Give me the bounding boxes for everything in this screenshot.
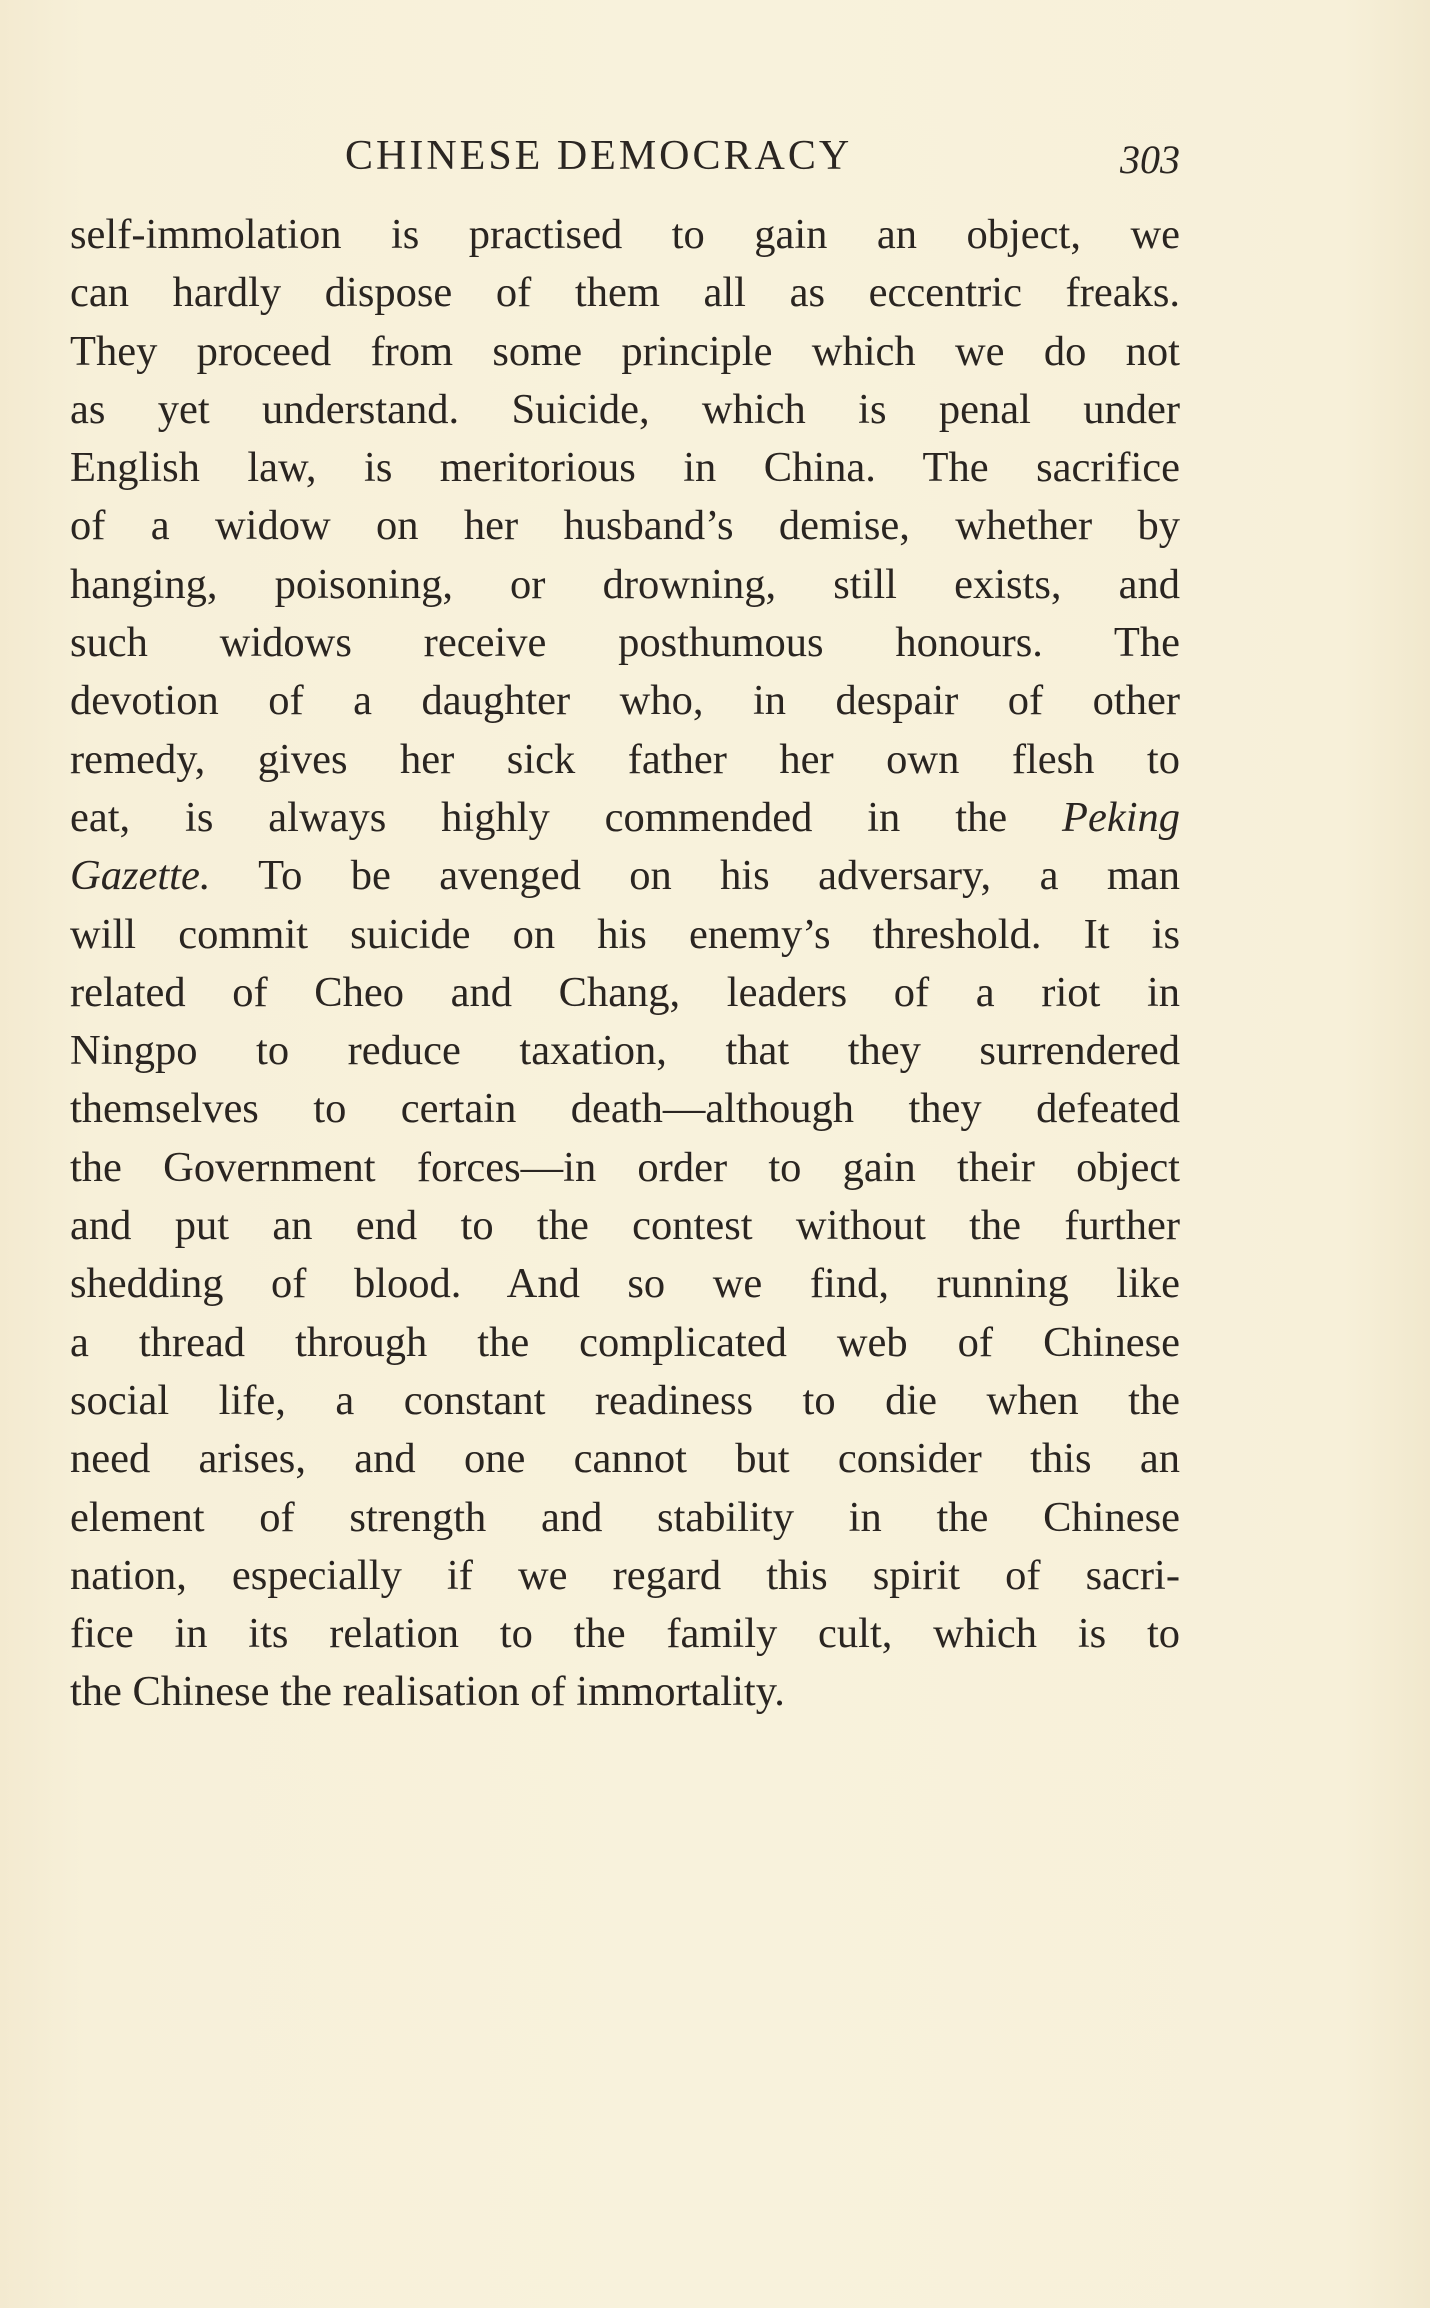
italic-title: Peking (1062, 793, 1181, 841)
text-line: nation, especially if we regard this spirit of sacri- (70, 1551, 1180, 1599)
text-line (70, 789, 1180, 847)
running-title: CHINESE DEMOCRACY (345, 133, 853, 179)
text-line: will commit suicide on his enemy’s threshold. It is (70, 910, 1180, 958)
text-line: Ningpo to reduce taxation, that they surrendered (70, 1027, 1180, 1075)
text-line: such widows receive posthumous honours. The (70, 619, 1180, 667)
text-line: the Chinese the realisation of immortality. (70, 1668, 785, 1716)
text-line: the Government forces—in order to gain their object (70, 1143, 1180, 1191)
text-line: self-immolation is practised to gain an object, we (70, 211, 1180, 258)
text-line: themselves to certain death—although they defeated (70, 1085, 1180, 1133)
text-line: They proceed from some principle which we do not (70, 327, 1180, 375)
text-line: social life, a constant readiness to die when the (70, 1376, 1180, 1424)
italic-title: Gazette. (70, 852, 211, 900)
text-line: hanging, poisoning, or drowning, still exists, and (70, 560, 1180, 608)
text-line: related of Cheo and Chang, leaders of a riot in (70, 968, 1180, 1016)
text-line: remedy, gives her sick father her own flesh to (70, 735, 1180, 783)
text-line: shedding of blood. And so we find, running like (70, 1260, 1180, 1308)
text-line: need arises, and one cannot but consider this an (70, 1435, 1180, 1483)
body-text (70, 206, 1180, 1722)
text-line: English law, is meritorious in China. The sacrifice (70, 444, 1180, 492)
text-line (70, 847, 1180, 905)
text-line: fice in its relation to the family cult, which is to (70, 1610, 1180, 1658)
page-number: 303 (1120, 137, 1180, 182)
text-line: and put an end to the contest without the further (70, 1202, 1180, 1250)
text-line: element of strength and stability in the Chinese (70, 1493, 1180, 1541)
line-text: To be avenged on his adversary, a man (258, 852, 1180, 900)
running-head (70, 132, 1180, 192)
text-line: of a widow on her husband’s demise, whether by (70, 502, 1180, 550)
text-line: as yet understand. Suicide, which is penal under (70, 385, 1180, 433)
text-line: devotion of a daughter who, in despair of other (70, 677, 1180, 725)
text-line: can hardly dispose of them all as eccentric freaks. (70, 269, 1180, 317)
line-text: eat, is always highly commended in the (70, 793, 1008, 841)
text-line: a thread through the complicated web of Chinese (70, 1318, 1180, 1366)
